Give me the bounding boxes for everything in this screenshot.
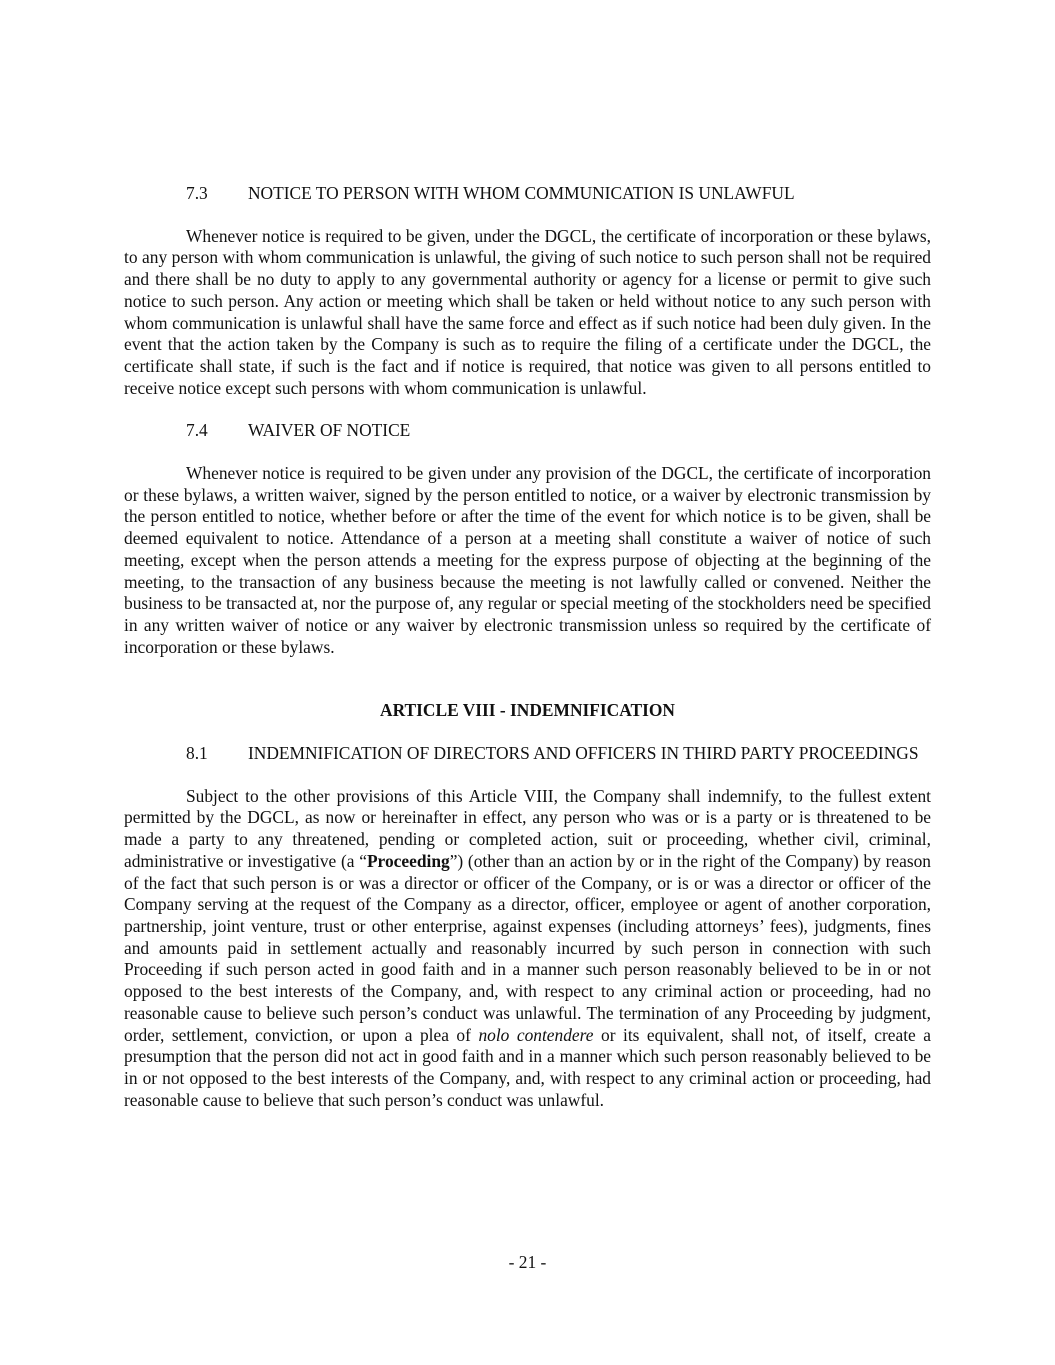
section-heading-8-1	[124, 743, 931, 765]
defined-term: Proceeding	[366, 850, 450, 871]
section-number: 7.4	[186, 420, 208, 441]
section-body-7-3: Whenever notice is required to be given, under the DGCL, the certificate of incorporation or these bylaws, to any person with whom communication is unlawful, the giving of such notice to such person shall not be required and there shall be no duty to apply to any governmental authority or agency for a license or permit to give such notice to such person. Any action or meeting which shall be taken or held without notice to any such person with whom communication is unlawful shall have the same force and effect as if such notice had been duly given. In the event that the action taken by the Company is such as to require the filing of a certificate under the DGCL, the certificate shall state, if such is the fact and if notice is required, that notice was given to all persons entitled to receive notice except such persons with whom communication is unlawful.	[124, 225, 931, 398]
section-title: INDEMNIFICATION OF DIRECTORS AND OFFICERS IN THIRD PARTY PROCEEDINGS	[248, 743, 919, 764]
section-title: NOTICE TO PERSON WITH WHOM COMMUNICATION IS UNLAWFUL	[248, 183, 795, 203]
latin-term: nolo contendere	[478, 1024, 594, 1045]
section-title: WAIVER OF NOTICE	[248, 420, 411, 441]
page-content	[124, 183, 931, 1111]
body-text: Subject to the other provisions of this Article VIII, the Company shall indemnify, to the fullest extent permitted by the DGCL, as now or hereinafter in effect, any person who was or is a party or is threatened to be made a party to any threatened, pending or completed action, suit or proceeding, whether civil, criminal, administrative or investigative (a “	[124, 785, 931, 871]
section-number: 7.3	[186, 183, 208, 203]
body-text: ”) (other than an action by or in the right of the Company) by reason of the fact that such person is or was a director or officer of the Company, or is or was a director or officer of the Company serving at the request of the Company as a director, officer, employee or agent of another corporation, partnership, joint venture, trust or other enterprise, against expenses (including attorneys’ fees), judgments, fines and amounts paid in settlement actually and reasonably incurred by such person in connection with such Proceeding if such person acted in good faith and in a manner such person reasonably believed to be in or not opposed to the best interests of the Company, and, with respect to any criminal action or proceeding, had no reasonable cause to believe such person’s conduct was unlawful. The termination of any Proceeding by judgment, order, settlement, conviction, or upon a plea of	[124, 850, 931, 1045]
body-text: or its equivalent, shall not, of itself, create a presumption that the person did not act in good faith and in a manner which such person reasonably believed to be in or not opposed to the best interests of the Company, and, with respect to any criminal action or proceeding, had reasonable cause to believe that such person’s conduct was unlawful.	[124, 1024, 931, 1110]
section-heading-7-4	[124, 420, 931, 442]
page-number: - 21 -	[508, 1252, 547, 1272]
section-heading-7-3	[124, 183, 931, 205]
section-number: 8.1	[186, 743, 208, 764]
article-title: ARTICLE VIII - INDEMNIFICATION	[380, 700, 675, 721]
section-body-8-1	[124, 786, 931, 1112]
section-body-7-4: Whenever notice is required to be given under any provision of the DGCL, the certificate of incorporation or these bylaws, a written waiver, signed by the person entitled to notice, or a waiver by electronic transmission by the person entitled to notice, whether before or after the time of the event for which notice is to be given, shall be deemed equivalent to notice. Attendance of a person at a meeting shall constitute a waiver of notice of such meeting, except when the person attends a meeting for the express purpose of objecting at the beginning of the meeting, to the transaction of any business because the meeting is not lawfully called or convened. Neither the business to be transacted at, nor the purpose of, any regular or special meeting of the stockholders need be specified in any written waiver of notice or any waiver by electronic transmission unless so required by the certificate of incorporation or these bylaws.	[124, 463, 931, 657]
